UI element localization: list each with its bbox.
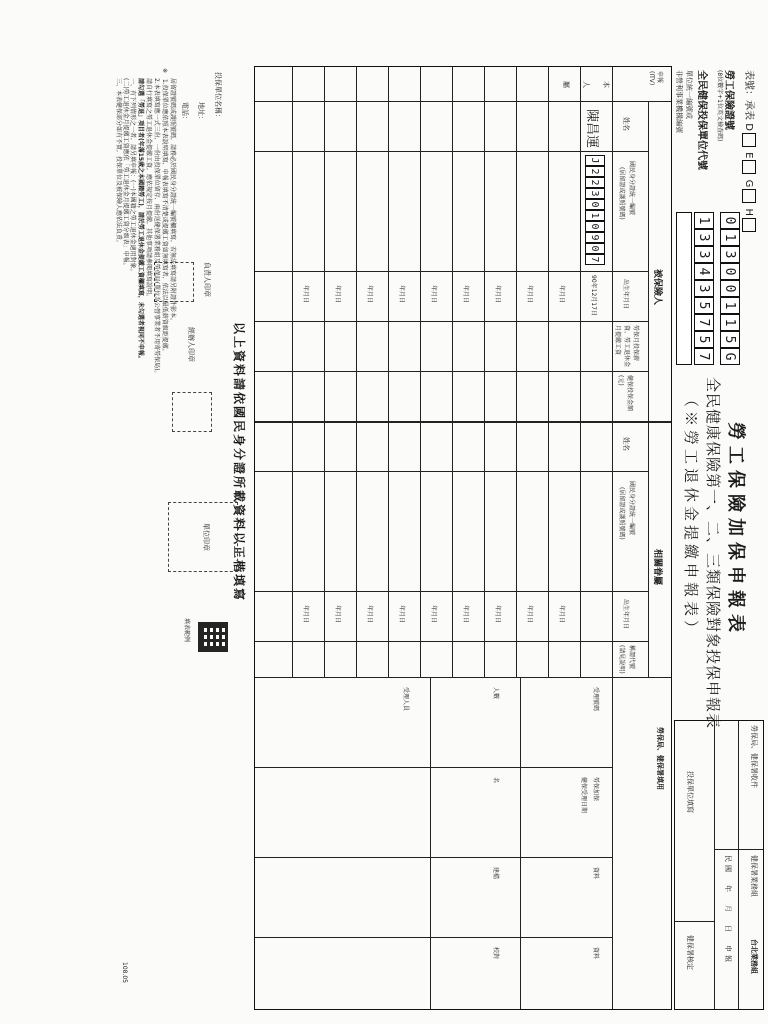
id-char: 3	[585, 188, 605, 199]
row-date-label: 年月日	[462, 605, 469, 624]
insured-header: 被保險人	[652, 268, 662, 305]
id-char: 1	[585, 210, 605, 221]
dep-birth-header: 出生年月日	[622, 599, 629, 630]
row-date-label: 年月日	[430, 285, 437, 304]
health-digit[interactable]: 3	[694, 280, 714, 297]
id-char: 0	[585, 221, 605, 232]
health-digit[interactable]: 3	[694, 246, 714, 263]
dependent-header: 相關眷屬	[652, 548, 662, 585]
labor-no-label: 勞工保險證號	[723, 70, 734, 130]
receipt-date: 民國 年 月 日 申報	[724, 855, 732, 965]
row-date-label: 年月日	[526, 285, 533, 304]
person-label: 人	[582, 81, 590, 88]
health-digit[interactable]: 7	[694, 314, 714, 331]
application-form	[115, 62, 768, 1012]
row-date-label: 年月日	[558, 285, 565, 304]
id-char: 7	[585, 254, 605, 265]
address-label: 地址：	[197, 102, 205, 123]
page-code: 108.05	[121, 962, 128, 983]
labor-digit[interactable]: 1	[720, 314, 740, 331]
id-char: J	[585, 155, 605, 166]
health-digit[interactable]: 7	[694, 348, 714, 365]
labor-digit[interactable]: G	[720, 348, 740, 365]
footer-notice: 以上資料請依國民身分證所載資料以正楷填寫	[232, 322, 246, 603]
health-no-label: 全民健保投保單位代號	[696, 70, 707, 170]
qr-caption: 填表範例	[183, 618, 190, 643]
data-label: 資料	[592, 867, 599, 880]
labor-digit[interactable]: 1	[720, 229, 740, 246]
check-label: 校對	[492, 947, 499, 960]
note-2: 2.本表填寫應一式三份，一份由投保單位留存，兩份送健保署業務組及勞保局(單位為公營事業者不用寄勞保局)。	[153, 78, 160, 377]
insured-name-header: 姓名	[622, 117, 630, 131]
insured-birth-header: 出生年月日	[622, 279, 629, 310]
insured-birth-value[interactable]: 90年12月17日	[590, 275, 597, 316]
labor-add-label: 勞保加保	[592, 777, 599, 802]
id-char: 0	[585, 199, 605, 210]
note-5: 一、有下列情形之一者，請另填申報：(一)本國籍之勞工退休金適用對象。	[129, 78, 136, 275]
row-date-label: 年月日	[430, 605, 437, 624]
health-digit[interactable]: 4	[694, 263, 714, 280]
receipt-box	[674, 720, 764, 1010]
id-char: 0	[585, 243, 605, 254]
labor-digit[interactable]: 0	[720, 212, 740, 229]
id-char: 2	[585, 166, 605, 177]
itv-label: (ITV)	[648, 71, 655, 86]
office-header: 台北業務組	[750, 939, 758, 974]
apply-label: 申報	[656, 71, 663, 84]
body-label: 本	[602, 81, 610, 88]
phone-label: 電話：	[181, 102, 189, 123]
row-date-label: 年月日	[526, 605, 533, 624]
form-code	[742, 70, 758, 234]
data-label-2: 資料	[592, 947, 599, 960]
handler-seal-label: 經辦人印章	[187, 327, 195, 362]
id-char: 9	[585, 232, 605, 243]
dep-id-note: (居留證或護照號碼)	[618, 487, 625, 540]
office-block-title: 勞保局、健保署填用	[656, 727, 664, 790]
note-1: ※ 1.投保單位應依照本表說明填寫，申報表填寫不清楚或提繳工資如無填寫者，依法以最低薪資級距提繳。	[161, 68, 168, 355]
handler-seal-box[interactable]	[172, 392, 212, 432]
row-date-label: 年月日	[334, 285, 341, 304]
unit-name-label: 投保單位名稱：	[214, 72, 222, 121]
note-4: 請勾選「勞退」項目者(年滿15歲之本國籍勞工)，請於勞工退休金提繳工資欄填寫，未勾選者視同不申報。	[137, 78, 144, 362]
itv-header: 健保投保金額(元)	[617, 375, 633, 412]
receipt-col-right: 健保署核定	[686, 935, 694, 970]
row-date-label: 年月日	[302, 285, 309, 304]
insured-id-note: (居留證或護照號碼)	[618, 167, 625, 220]
receive-label: 受理號碼	[592, 687, 599, 712]
row-date-label: 年月日	[398, 285, 405, 304]
name-label: 名	[492, 777, 499, 784]
insured-id-header: 國民身分證統一編號	[628, 161, 635, 216]
insured-name-value[interactable]: 陳昌運	[584, 109, 599, 149]
form-code-box-g[interactable]: G	[743, 180, 754, 206]
build-label: 建檔	[492, 867, 499, 880]
row-date-label: 年月日	[494, 605, 501, 624]
form-code-box-h[interactable]: H	[743, 209, 754, 235]
row-date-label: 年月日	[302, 605, 309, 624]
note-7: 三、本表健保部分如有不實，投保單位及被保險人應依法負責。	[115, 78, 122, 247]
form-subtitle: 全民健康保險第一、二、三類保險對象投保申報表	[704, 377, 722, 730]
row-date-label: 年月日	[494, 285, 501, 304]
form-code-box-e[interactable]: E	[743, 152, 754, 176]
rel-code-note: (請見說明)	[618, 645, 625, 674]
form-subtitle-2: （※勞工退休金提繳申報表）	[682, 392, 700, 640]
labor-digit[interactable]: 3	[720, 246, 740, 263]
dep-id-header: 國民身分證統一編號	[628, 481, 635, 536]
side-note: 居留證號碼或護照號碼，請務必於國民身分證統一編號欄填寫，若無法填寫請另附證件影本。	[169, 78, 176, 325]
receipt-header: 勞保局、健保署收件	[750, 725, 758, 788]
health-digit[interactable]: 5	[694, 297, 714, 314]
qr-code-icon[interactable]	[198, 622, 228, 652]
dep-name-header: 姓名	[622, 437, 630, 451]
unified-no-label: 單位統一編號或	[685, 70, 693, 119]
health-digit[interactable]: 3	[694, 229, 714, 246]
rel-code-header: 稱謂代號	[628, 645, 635, 670]
note-3: 請自行填寫之勞工退休金提繳工資，應依規定按月提繳，其他事項請參閱填寫說明。	[145, 78, 152, 301]
receipt-stamp-label: 健保署業務組	[750, 855, 758, 897]
labor-digit[interactable]: 1	[720, 297, 740, 314]
form-title: 勞工保險加保申報表	[725, 422, 746, 638]
health-digit[interactable]: 1	[694, 212, 714, 229]
unit-seal-label: 單位印章	[202, 523, 210, 551]
health-add-label: 健保受理日期	[580, 777, 587, 814]
row-date-label: 年月日	[366, 285, 373, 304]
labor-digit[interactable]: 0	[720, 263, 740, 280]
health-digit[interactable]: 5	[694, 331, 714, 348]
receipt-col-left: 投保單位填寫	[686, 771, 694, 813]
row-date-label: 年月日	[366, 605, 373, 624]
person-label-office: 受理人員	[402, 687, 409, 712]
row-date-label: 年月日	[334, 605, 341, 624]
id-char: 2	[585, 177, 605, 188]
unified-no-field[interactable]	[676, 212, 692, 365]
row-date-label: 年月日	[462, 285, 469, 304]
unified-no-label-2: 非營利事業機構編號	[675, 70, 683, 133]
unit-seal-box[interactable]	[168, 502, 238, 572]
count-label: 人數	[492, 687, 499, 700]
labor-digit[interactable]: 0	[720, 280, 740, 297]
owner-seal-label: 負責人印章	[203, 262, 211, 297]
rel-label: 屬	[562, 81, 570, 88]
row-date-label: 年月日	[558, 605, 565, 624]
wage-header: 勞保月投保薪資、勞工退休金月提繳工資	[614, 325, 639, 368]
labor-no-note: (8位數字+1位英文檢查碼)	[716, 70, 723, 142]
row-date-label: 年月日	[398, 605, 405, 624]
form-code-box-d[interactable]: D	[743, 123, 754, 149]
labor-digit[interactable]: 5	[720, 331, 740, 348]
main-table	[254, 66, 672, 1010]
form-code-label: 表號：承表	[743, 70, 754, 120]
note-6: (二)勞工退休金月提繳工資應依「勞工退休金月提繳工資分級表」申報。	[122, 78, 129, 269]
